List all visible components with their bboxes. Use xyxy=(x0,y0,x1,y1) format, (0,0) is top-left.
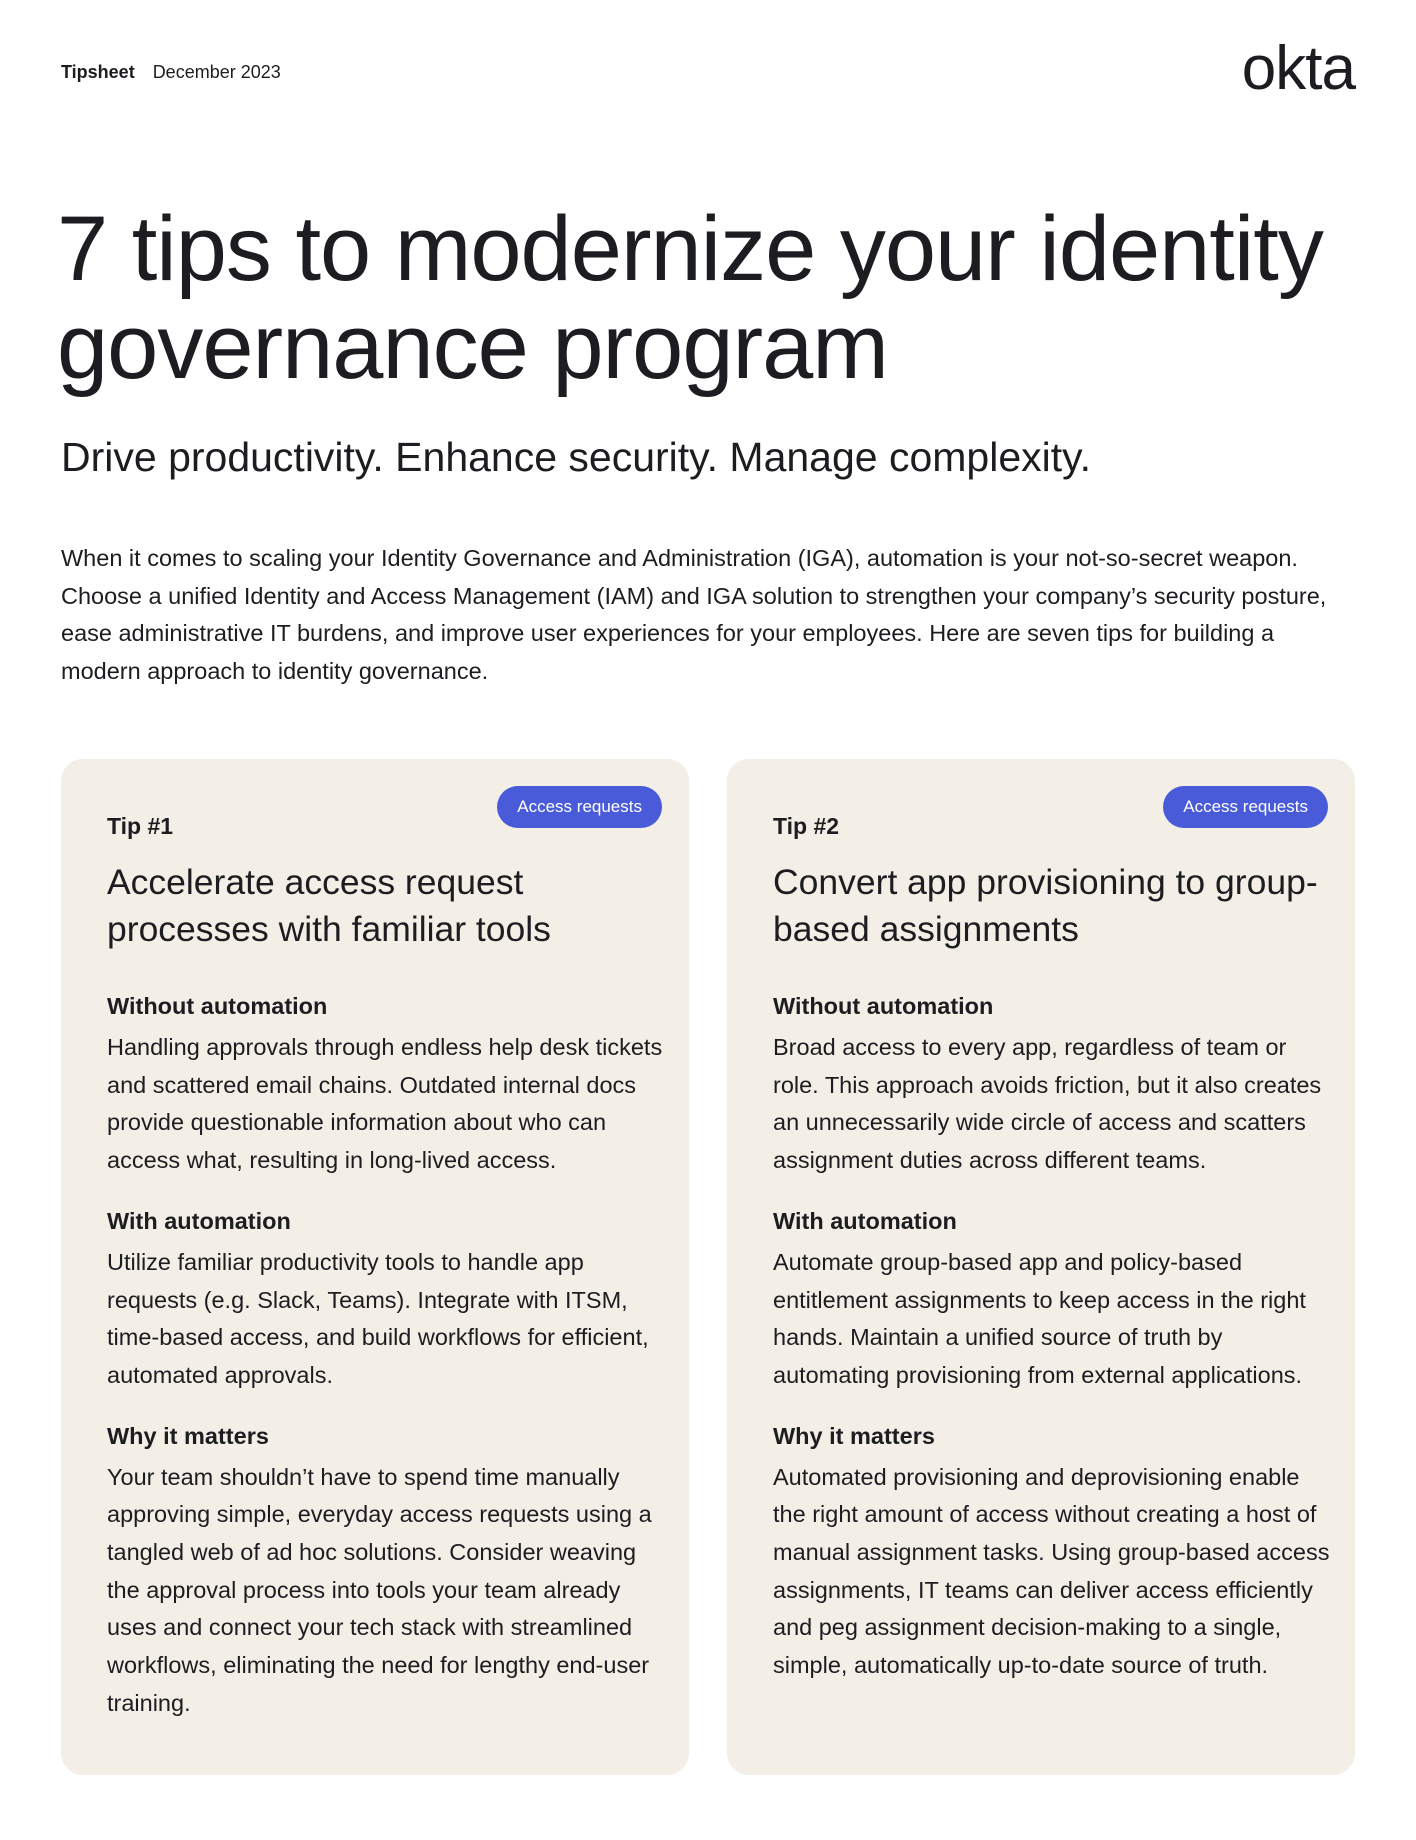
why-it-matters-text: Your team shouldn’t have to spend time manually approving simple, everyday access requests using a tangled web of ad hoc solutions. Consider weaving the approval process into tools your team already uses and connect your tech stack with streamlined workflows, eliminating the need for lengthy end-user training. xyxy=(107,1463,652,1716)
why-it-matters-heading: Why it matters xyxy=(773,1422,935,1449)
with-automation-heading: With automation xyxy=(773,1207,957,1234)
why-it-matters-text: Automated provisioning and deprovisioning enable the right amount of access without creating a host of manual assignment tasks. Using group-based access assignments, IT teams can deliver access efficiently and peg assignment decision-making to a single, simple, automatically up-to-date source of truth. xyxy=(773,1463,1330,1679)
tip-title: Convert app provisioning to group-based assignments xyxy=(773,862,1318,949)
document-header xyxy=(61,62,281,83)
tip-number: Tip #1 xyxy=(107,813,174,839)
tip-title: Accelerate access request processes with familiar tools xyxy=(107,862,551,949)
without-automation-heading: Without automation xyxy=(107,993,328,1019)
document-type-label: Tipsheet xyxy=(61,62,135,82)
tip-number: Tip #2 xyxy=(773,813,840,839)
without-automation-heading: Without automation xyxy=(773,993,994,1019)
with-automation-heading: With automation xyxy=(107,1207,291,1234)
tip-card-2 xyxy=(727,759,1355,1775)
okta-logo: okta xyxy=(1241,34,1355,103)
intro-paragraph: When it comes to scaling your Identity Governance and Administration (IGA), automation is your not-so-secret weapon. Choose a unified Identity and Access Management (IAM) and IGA solution to strengthen your company’s security posture, ease administrative IT burdens, and improve user experiences for your employees. Here are seven tips for building a modern approach to identity governance. xyxy=(61,545,1327,684)
with-automation-text: Automate group-based app and policy-based entitlement assignments to keep access in the right hands. Maintain a unified source of truth by automating provisioning from external applications. xyxy=(773,1248,1306,1388)
with-automation-text: Utilize familiar productivity tools to handle app requests (e.g. Slack, Teams). Integrate with ITSM, time-based access, and build workflows for efficient, automated approvals. xyxy=(107,1248,649,1388)
tip-card-content xyxy=(773,811,1333,1711)
tip-card-1 xyxy=(61,759,689,1775)
category-badge: Access requests xyxy=(497,786,662,828)
without-automation-text: Broad access to every app, regardless of team or role. This approach avoids friction, but it also creates an unnecessarily wide circle of access and scatters assignment duties across different teams. xyxy=(773,1034,1322,1174)
page-title: 7 tips to modernize your identity governance program xyxy=(57,198,1323,398)
without-automation-text: Handling approvals through endless help desk tickets and scattered email chains. Outdated internal docs provide questionable information about who can access what, resulting in long-lived access. xyxy=(107,1034,663,1174)
why-it-matters-heading: Why it matters xyxy=(107,1422,269,1449)
category-badge: Access requests xyxy=(1163,786,1328,828)
page-subtitle: Drive productivity. Enhance security. Manage complexity. xyxy=(61,434,1091,480)
tip-card-content xyxy=(107,811,667,1749)
document-date: December 2023 xyxy=(152,62,281,82)
